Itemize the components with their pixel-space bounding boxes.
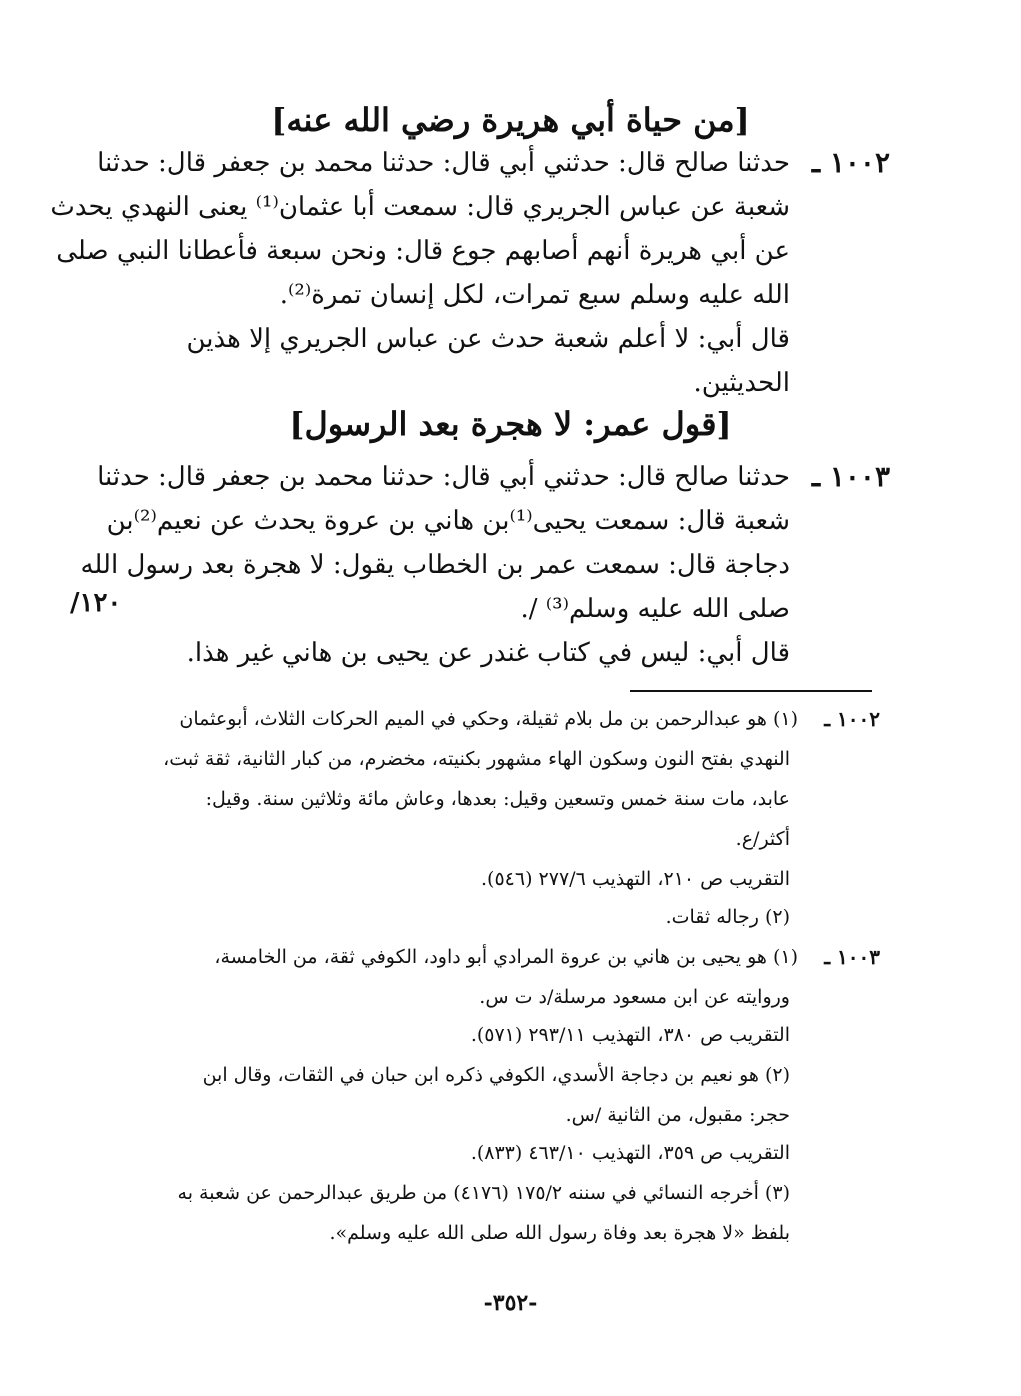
hadith-number-1002: ١٠٠٢ ـ <box>811 146 890 179</box>
footnote-1002-line-1: (١) هو عبدالرحمن بن مل بلام ثقيلة، وحكي في الميم الحركات الثلاث، أبوعثمان <box>179 708 798 730</box>
footnote-1003-line-2: وروايته عن ابن مسعود مرسلة/د ت س. <box>479 986 790 1008</box>
footnote-1003-line-8: بلفظ «لا هجرة بعد وفاة رسول الله صلى الله عليه وسلم». <box>329 1222 790 1244</box>
section-heading-abu-hurayra: [من حياة أبي هريرة رضي الله عنه] <box>271 101 750 139</box>
hadith-1003-line-4: صلى الله عليه وسلم⁽³⁾ /. <box>520 594 790 624</box>
hadith-1002-line-3: عن أبي هريرة أنهم أصابهم جوع قال: ونحن سبعة فأعطانا النبي صلى <box>56 236 790 266</box>
hadith-1002-line-2: شعبة عن عباس الجريري قال: سمعت أبا عثمان⁽¹⁾ يعنى النهدي يحدث <box>50 192 790 222</box>
footnote-number-1002: ١٠٠٢ ـ <box>824 707 880 731</box>
footnote-1003-line-6: التقريب ص ٣٥٩، التهذيب ٤٦٣/١٠ (٨٣٣). <box>470 1142 790 1164</box>
footnote-1003-line-1: (١) هو يحيى بن هاني بن عروة المرادي أبو داود، الكوفي ثقة، من الخامسة، <box>214 946 798 968</box>
hadith-1003-line-5: قال أبي: ليس في كتاب غندر عن يحيى بن هاني غير هذا. <box>186 638 790 668</box>
footnote-1003-line-7: (٣) أخرجه النسائي في سننه ١٧٥/٢ (٤١٧٦) من طريق عبدالرحمن عن شعبة به <box>177 1182 790 1204</box>
footnote-1003-line-5: حجر: مقبول، من الثانية /س. <box>565 1104 790 1126</box>
hadith-1002-line-6: الحديثين. <box>693 368 790 398</box>
hadith-number-1003: ١٠٠٣ ـ <box>811 460 890 493</box>
footnote-1003-line-4: (٢) هو نعيم بن دجاجة الأسدي، الكوفي ذكره ابن حبان في الثقات، وقال ابن <box>202 1064 790 1086</box>
hadith-1003-line-3: دجاجة قال: سمعت عمر بن الخطاب يقول: لا هجرة بعد رسول الله <box>80 550 790 580</box>
margin-folio-note: ١٢٠/ <box>70 588 122 618</box>
footnote-number-1003: ١٠٠٣ ـ <box>824 945 880 969</box>
section-heading-umar: [قول عمر: لا هجرة بعد الرسول] <box>289 405 732 443</box>
footnote-1002-line-6: (٢) رجاله ثقات. <box>665 906 790 928</box>
footnote-1002-line-5: التقريب ص ٢١٠، التهذيب ٢٧٧/٦ (٥٤٦). <box>481 868 790 890</box>
footnote-1002-line-2: النهدي بفتح النون وسكون الهاء مشهور بكنيته، مخضرم، من كبار الثانية، ثقة ثبت، <box>163 748 790 770</box>
footnote-1002-line-3: عابد، مات سنة خمس وتسعين وقيل: بعدها، وعاش مائة وثلاثين سنة. وقيل: <box>205 788 790 810</box>
hadith-1002-line-1: حدثنا صالح قال: حدثني أبي قال: حدثنا محمد بن جعفر قال: حدثنا <box>97 148 790 178</box>
footnote-1002-line-4: أكثر/ع. <box>735 828 790 850</box>
hadith-1002-line-5: قال أبي: لا أعلم شعبة حدث عن عباس الجريري إلا هذين <box>186 324 790 354</box>
hadith-1002-line-4: الله عليه وسلم سبع تمرات، لكل إنسان تمرة⁽²⁾. <box>279 280 790 310</box>
footnote-1003-line-3: التقريب ص ٣٨٠، التهذيب ٢٩٣/١١ (٥٧١). <box>470 1024 790 1046</box>
hadith-1003-line-1: حدثنا صالح قال: حدثني أبي قال: حدثنا محمد بن جعفر قال: حدثنا <box>97 462 790 492</box>
footnote-separator <box>630 690 872 692</box>
hadith-1003-line-2: شعبة قال: سمعت يحيى⁽¹⁾بن هاني بن عروة يحدث عن نعيم⁽²⁾بن <box>106 506 790 536</box>
page-number: -٣٥٢- <box>483 1290 538 1316</box>
